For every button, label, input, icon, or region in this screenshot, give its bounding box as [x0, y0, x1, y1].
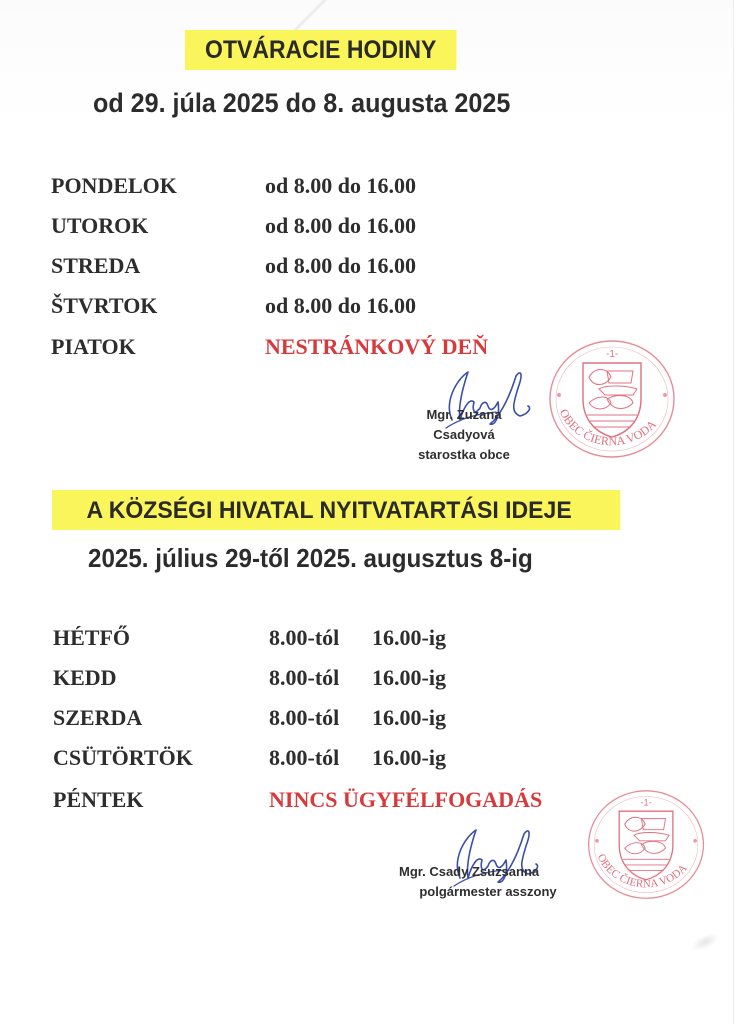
- schedule-row: [51, 213, 651, 243]
- date-range-hu: 2025. július 29-től 2025. augusztus 8-ig: [88, 543, 533, 573]
- hours-value: [269, 745, 446, 771]
- day-label: PONDELOK: [51, 173, 177, 198]
- hours-from: 8.00-tól: [269, 625, 340, 650]
- day-label: HÉTFŐ: [53, 625, 131, 650]
- hours-from: 8.00-tól: [269, 665, 340, 690]
- hours-value: [269, 625, 446, 651]
- hours-value: od 8.00 do 16.00: [265, 253, 416, 278]
- svg-text:OBEC ČIERNA VODA: OBEC ČIERNA VODA: [556, 406, 659, 449]
- date-range-sk: od 29. júla 2025 do 8. augusta 2025: [93, 88, 511, 118]
- svg-text:-1-: -1-: [606, 349, 619, 360]
- paper-fold-mark: [290, 0, 330, 30]
- day-label: ŠTVRTOK: [51, 293, 158, 318]
- hours-to: 16.00-ig: [372, 745, 446, 770]
- hours-value: [269, 665, 446, 691]
- day-label: PIATOK: [51, 334, 136, 359]
- signature-block-sk: [394, 405, 534, 465]
- day-label: STREDA: [51, 253, 141, 278]
- title-hu: A KÖZSÉGI HIVATAL NYITVATARTÁSI IDEJE: [52, 490, 620, 530]
- day-label: UTOROK: [51, 213, 149, 238]
- day-label: PÉNTEK: [53, 787, 144, 812]
- schedule-row: [53, 745, 653, 775]
- svg-text:-1-: -1-: [640, 797, 652, 808]
- signatory-name: Mgr. Zuzana Csadyová: [426, 407, 502, 442]
- schedule-row: [53, 787, 653, 817]
- schedule-row: [53, 665, 653, 695]
- schedule-row: [51, 253, 651, 283]
- day-label: CSÜTÖRTÖK: [53, 745, 193, 770]
- signatory-role: starostka obce: [418, 447, 510, 462]
- hours-value: [269, 705, 446, 731]
- hours-to: 16.00-ig: [372, 625, 446, 650]
- signature-block-hu: [395, 862, 581, 902]
- hours-from: 8.00-tól: [269, 745, 340, 770]
- closed-day-notice: NESTRÁNKOVÝ DEŇ: [265, 334, 489, 359]
- day-label: KEDD: [53, 665, 117, 690]
- closed-day-notice: NINCS ÜGYFÉLFOGADÁS: [269, 787, 543, 812]
- scan-smudge: [688, 929, 721, 954]
- hours-value: od 8.00 do 16.00: [265, 213, 416, 238]
- hours-to: 16.00-ig: [372, 665, 446, 690]
- day-label: SZERDA: [53, 705, 143, 730]
- municipal-stamp-icon: [545, 337, 680, 462]
- schedule-row: [53, 625, 653, 655]
- schedule-row: [51, 173, 651, 203]
- hours-value: od 8.00 do 16.00: [265, 293, 416, 318]
- signatory-role: polgármester asszony: [419, 884, 557, 899]
- hours-value: od 8.00 do 16.00: [265, 173, 416, 198]
- schedule-row: [51, 293, 651, 323]
- hours-to: 16.00-ig: [372, 705, 446, 730]
- hours-from: 8.00-tól: [269, 705, 340, 730]
- svg-text:OBEC ČIERNA VODA: OBEC ČIERNA VODA: [594, 852, 690, 891]
- title-sk: OTVÁRACIE HODINY: [185, 30, 456, 70]
- schedule-row: [53, 705, 653, 735]
- signatory-name: Mgr. Csady Zsuzsanna: [399, 864, 540, 879]
- municipal-stamp-icon: [584, 785, 709, 905]
